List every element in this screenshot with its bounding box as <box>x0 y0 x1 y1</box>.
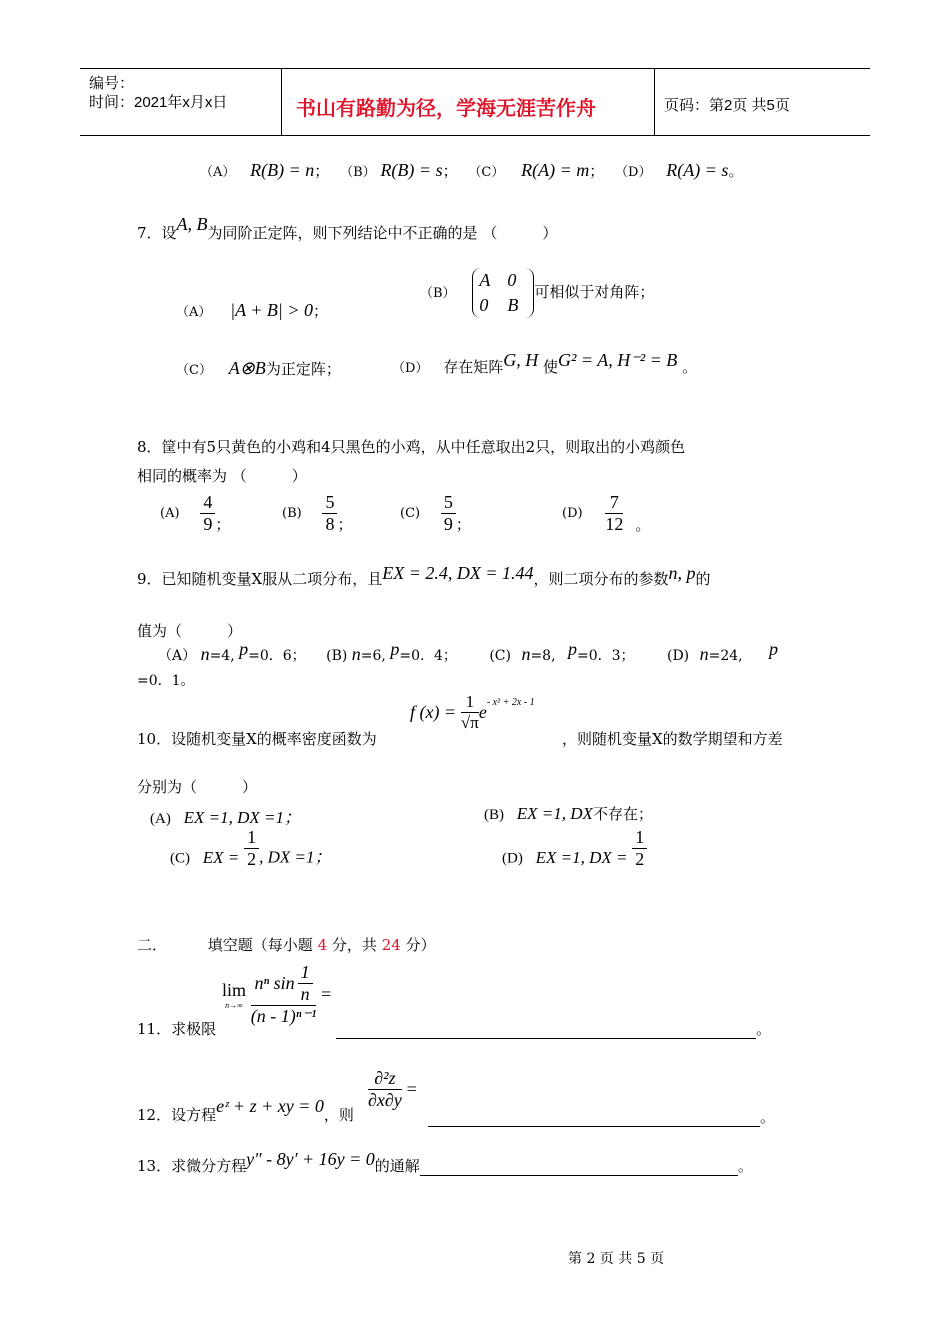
q10-stem-prefix: 10．设随机变量X的概率密度函数为 <box>137 730 377 748</box>
math-vars: A, B <box>176 214 208 234</box>
fraction <box>251 962 317 1027</box>
fraction-numerator: 7 <box>609 492 619 512</box>
header-page-label: 页码：第2页 共5页 <box>664 97 790 114</box>
option-label: (C) <box>400 506 421 521</box>
option-label: (D) <box>562 506 583 521</box>
math-expr: R(B) = n <box>250 160 315 180</box>
q11-stem <box>137 1018 216 1039</box>
fraction-numerator: 1 <box>247 827 257 847</box>
fraction-denominator: √π <box>460 713 479 732</box>
option-label: （A） <box>200 165 236 180</box>
option-label: (D) <box>666 648 690 664</box>
option-label: (C) <box>170 850 190 867</box>
separator: ； <box>337 515 353 534</box>
math-var: n <box>200 644 210 664</box>
math-vars: n, p <box>668 563 696 583</box>
q7-stem <box>137 214 558 243</box>
math-expr: EX =1, DX =1； <box>183 808 301 827</box>
question-text: 存在矩阵 <box>443 358 504 376</box>
q12-stem <box>137 1096 354 1125</box>
question-prefix: 9．已知随机变量X服从二项分布，且 <box>137 570 383 588</box>
q10-option-b <box>484 803 653 824</box>
q10-density-formula <box>410 692 535 733</box>
option-label: （D） <box>615 165 652 180</box>
end-mark: 。 <box>756 1020 772 1038</box>
matrix-entry: A <box>479 270 491 290</box>
fraction-denominator: 9 <box>443 514 453 534</box>
separator: ； <box>455 515 471 534</box>
option-label: （B） <box>420 286 456 301</box>
fraction <box>605 492 623 535</box>
header-top-rule <box>80 68 870 69</box>
end-mark: 。 <box>728 162 744 180</box>
q9-options <box>158 639 779 665</box>
block-matrix <box>472 268 534 318</box>
math-expr: y″ - 8y′ + 16y = 0 <box>246 1149 375 1169</box>
fraction-numerator: ∂²z <box>374 1068 396 1088</box>
fraction-denominator: (n - 1)ⁿ⁻¹ <box>250 1006 317 1026</box>
section-points: 4 <box>317 936 328 954</box>
separator: ； <box>313 302 329 320</box>
q12-answer-blank[interactable] <box>428 1106 775 1127</box>
question-text: 不存在； <box>592 805 653 823</box>
math-expr: R(B) = s <box>380 160 443 180</box>
fraction-numerator: 5 <box>325 492 335 512</box>
math-expr: A⊗B <box>228 358 266 378</box>
q8-stem-line2: 相同的概率为 （ ） <box>137 467 307 485</box>
option-label: (A) <box>150 811 171 827</box>
option-value: =8, <box>530 648 556 664</box>
header-bottom-rule <box>80 135 870 136</box>
question-text: 的通解 <box>374 1157 420 1175</box>
q12-derivative <box>368 1068 417 1111</box>
question-text: ，则二项分布的参数 <box>533 570 669 588</box>
math-expr: , DX =1； <box>259 847 332 867</box>
equals-sign: = <box>321 984 332 1004</box>
fraction <box>368 1068 402 1111</box>
fraction-denominator: 12 <box>605 514 624 534</box>
option-value: =0．4； <box>399 648 457 664</box>
math-expr: R(A) = s <box>666 160 729 180</box>
fraction-numerator: 5 <box>443 492 453 512</box>
math-var: n <box>521 644 531 664</box>
section-text: 填空题（每小题 <box>207 936 313 954</box>
end-mark: 。 <box>737 1157 753 1175</box>
q8-stem-line1: 8．筐中有5只黄色的小鸡和4只黑色的小鸡，从中任意取出2只，则取出的小鸡颜色 <box>137 438 686 456</box>
math-expr: EX = <box>202 847 240 867</box>
fraction-denominator: ∂x∂y <box>368 1090 402 1110</box>
option-label: （D） <box>392 361 429 376</box>
math-var: p <box>239 639 249 659</box>
option-label: (B) <box>484 807 504 823</box>
fraction <box>244 827 259 870</box>
header-divider-right <box>654 68 655 136</box>
separator: ； <box>589 162 605 180</box>
question-text: 为同阶正定阵，则下列结论中不正确的是 （ ） <box>207 224 558 242</box>
header-number-label: 编号： <box>89 75 135 92</box>
q10-stem-suffix: ，则随机变量X的数学期望和方差 <box>562 730 783 748</box>
math-exp-base: e <box>478 702 487 722</box>
limit-word: lim <box>222 979 247 1000</box>
question-prefix: 13．求微分方程 <box>137 1157 247 1175</box>
option-label: (B) <box>282 506 302 521</box>
matrix-entry: B <box>507 295 519 315</box>
section-2-title <box>137 934 436 955</box>
section-text: 分） <box>405 936 436 954</box>
section-text: 分，共 <box>331 936 377 954</box>
fraction-denominator: 2 <box>635 849 645 869</box>
math-expr: R(A) = m <box>521 160 590 180</box>
option-value: =24, <box>708 648 743 664</box>
answer-line[interactable] <box>336 1020 756 1039</box>
end-mark: 。 <box>760 1108 776 1126</box>
question-prefix: 7．设 <box>137 224 177 242</box>
matrix-entry: 0 <box>507 270 517 290</box>
q9-option-d-cont: =0．1。 <box>137 673 195 689</box>
option-label: (B) <box>326 648 348 664</box>
math-expr: EX =1, DX = <box>535 847 628 867</box>
header-motto: 书山有路勤为径，学海无涯苦作舟 <box>296 98 596 120</box>
matrix-entry: 0 <box>479 295 489 315</box>
option-label: (D) <box>502 850 523 867</box>
footer-page-number: 第 2 页 共 5 页 <box>568 1251 665 1267</box>
inner-fraction <box>298 962 313 1005</box>
q7-option-c <box>176 358 341 379</box>
option-value: =0．6； <box>248 648 306 664</box>
option-label: （A） <box>176 305 212 320</box>
fraction <box>632 827 647 870</box>
math-exponent: - x² + 2x - 1 <box>486 696 535 708</box>
question-text: ，则 <box>323 1106 354 1124</box>
option-label: （C） <box>176 363 212 378</box>
q8-option-c <box>400 492 471 535</box>
section-number: 二． <box>137 936 168 954</box>
section-total: 24 <box>381 936 401 954</box>
fraction-denominator: 8 <box>325 514 335 534</box>
q7-option-b <box>420 268 654 318</box>
separator: ； <box>442 162 458 180</box>
fraction <box>461 692 479 733</box>
math-var: p <box>567 639 577 659</box>
option-value: =0．3； <box>576 648 635 664</box>
option-label: (C) <box>489 648 511 664</box>
equals-sign: = <box>406 1079 417 1099</box>
fraction-denominator: 2 <box>247 849 257 869</box>
q13-stem <box>137 1149 753 1176</box>
fraction-numerator: 1 <box>465 692 475 711</box>
q10-option-c <box>170 827 331 870</box>
end-mark: 。 <box>635 515 651 534</box>
math-var: n <box>699 644 709 664</box>
option-value: =4, <box>209 648 235 664</box>
option-label: （A） <box>158 648 197 664</box>
option-label: (A) <box>160 506 180 521</box>
q11-limit-expr <box>222 962 331 1027</box>
end-mark: 。 <box>682 358 698 376</box>
math-vars: G, H <box>503 350 539 370</box>
math-var: p <box>390 639 400 659</box>
q8-option-a <box>160 492 230 535</box>
question-text: 为正定阵； <box>265 360 341 378</box>
math-var: n <box>351 644 361 664</box>
header-time-label: 时间：2021年x月x日 <box>89 94 228 111</box>
math-fx: f (x) = <box>410 702 457 722</box>
fraction-numerator <box>251 962 315 1005</box>
answer-line[interactable] <box>428 1108 760 1127</box>
q10-stem-line2: 分别为（ ） <box>137 778 258 796</box>
fraction <box>200 492 215 535</box>
fraction <box>322 492 337 535</box>
fraction <box>441 492 456 535</box>
math-expr: |A + B| > 0 <box>230 300 314 320</box>
question-prefix: 12．设方程 <box>137 1106 217 1124</box>
fraction-numerator: 4 <box>203 492 213 512</box>
q9-stem-line2: 值为（ ） <box>137 622 243 640</box>
math-var: p <box>769 639 779 659</box>
q7-option-a <box>176 300 328 321</box>
q7-option-d <box>392 350 698 377</box>
header-divider-left <box>281 68 282 136</box>
math-expr: EX =1, DX <box>516 804 593 823</box>
q9-stem <box>137 563 711 589</box>
limit-operator <box>222 980 246 1010</box>
answer-line[interactable] <box>420 1157 738 1176</box>
question-text: 可相似于对角阵； <box>534 283 655 301</box>
q8-option-d <box>562 492 650 535</box>
inner-numerator: 1 <box>300 962 310 982</box>
separator: ； <box>215 515 231 534</box>
q10-option-d <box>502 827 647 870</box>
math-expr: G² = A, H⁻² = B <box>558 350 678 370</box>
separator: ； <box>314 162 330 180</box>
numerator-main: nⁿ sin <box>254 973 295 993</box>
fraction-denominator: 9 <box>203 514 213 534</box>
q6-options <box>200 160 743 181</box>
limit-subscript: n→∞ <box>225 1000 243 1010</box>
inner-denominator: n <box>300 984 310 1004</box>
q10-option-a <box>150 803 301 828</box>
question-prefix: 11．求极限 <box>137 1020 217 1038</box>
option-label: （C） <box>468 165 505 180</box>
option-value: =6, <box>360 648 386 664</box>
fraction-numerator: 1 <box>635 827 645 847</box>
q11-answer-blank[interactable] <box>336 1018 771 1039</box>
question-text: 的 <box>695 570 711 588</box>
math-expr: EX = 2.4, DX = 1.44 <box>382 563 534 583</box>
q8-option-b <box>282 492 353 535</box>
option-label: （B） <box>340 165 376 180</box>
question-text: 使 <box>543 358 559 376</box>
math-expr: eᶻ + z + xy = 0 <box>216 1096 324 1116</box>
